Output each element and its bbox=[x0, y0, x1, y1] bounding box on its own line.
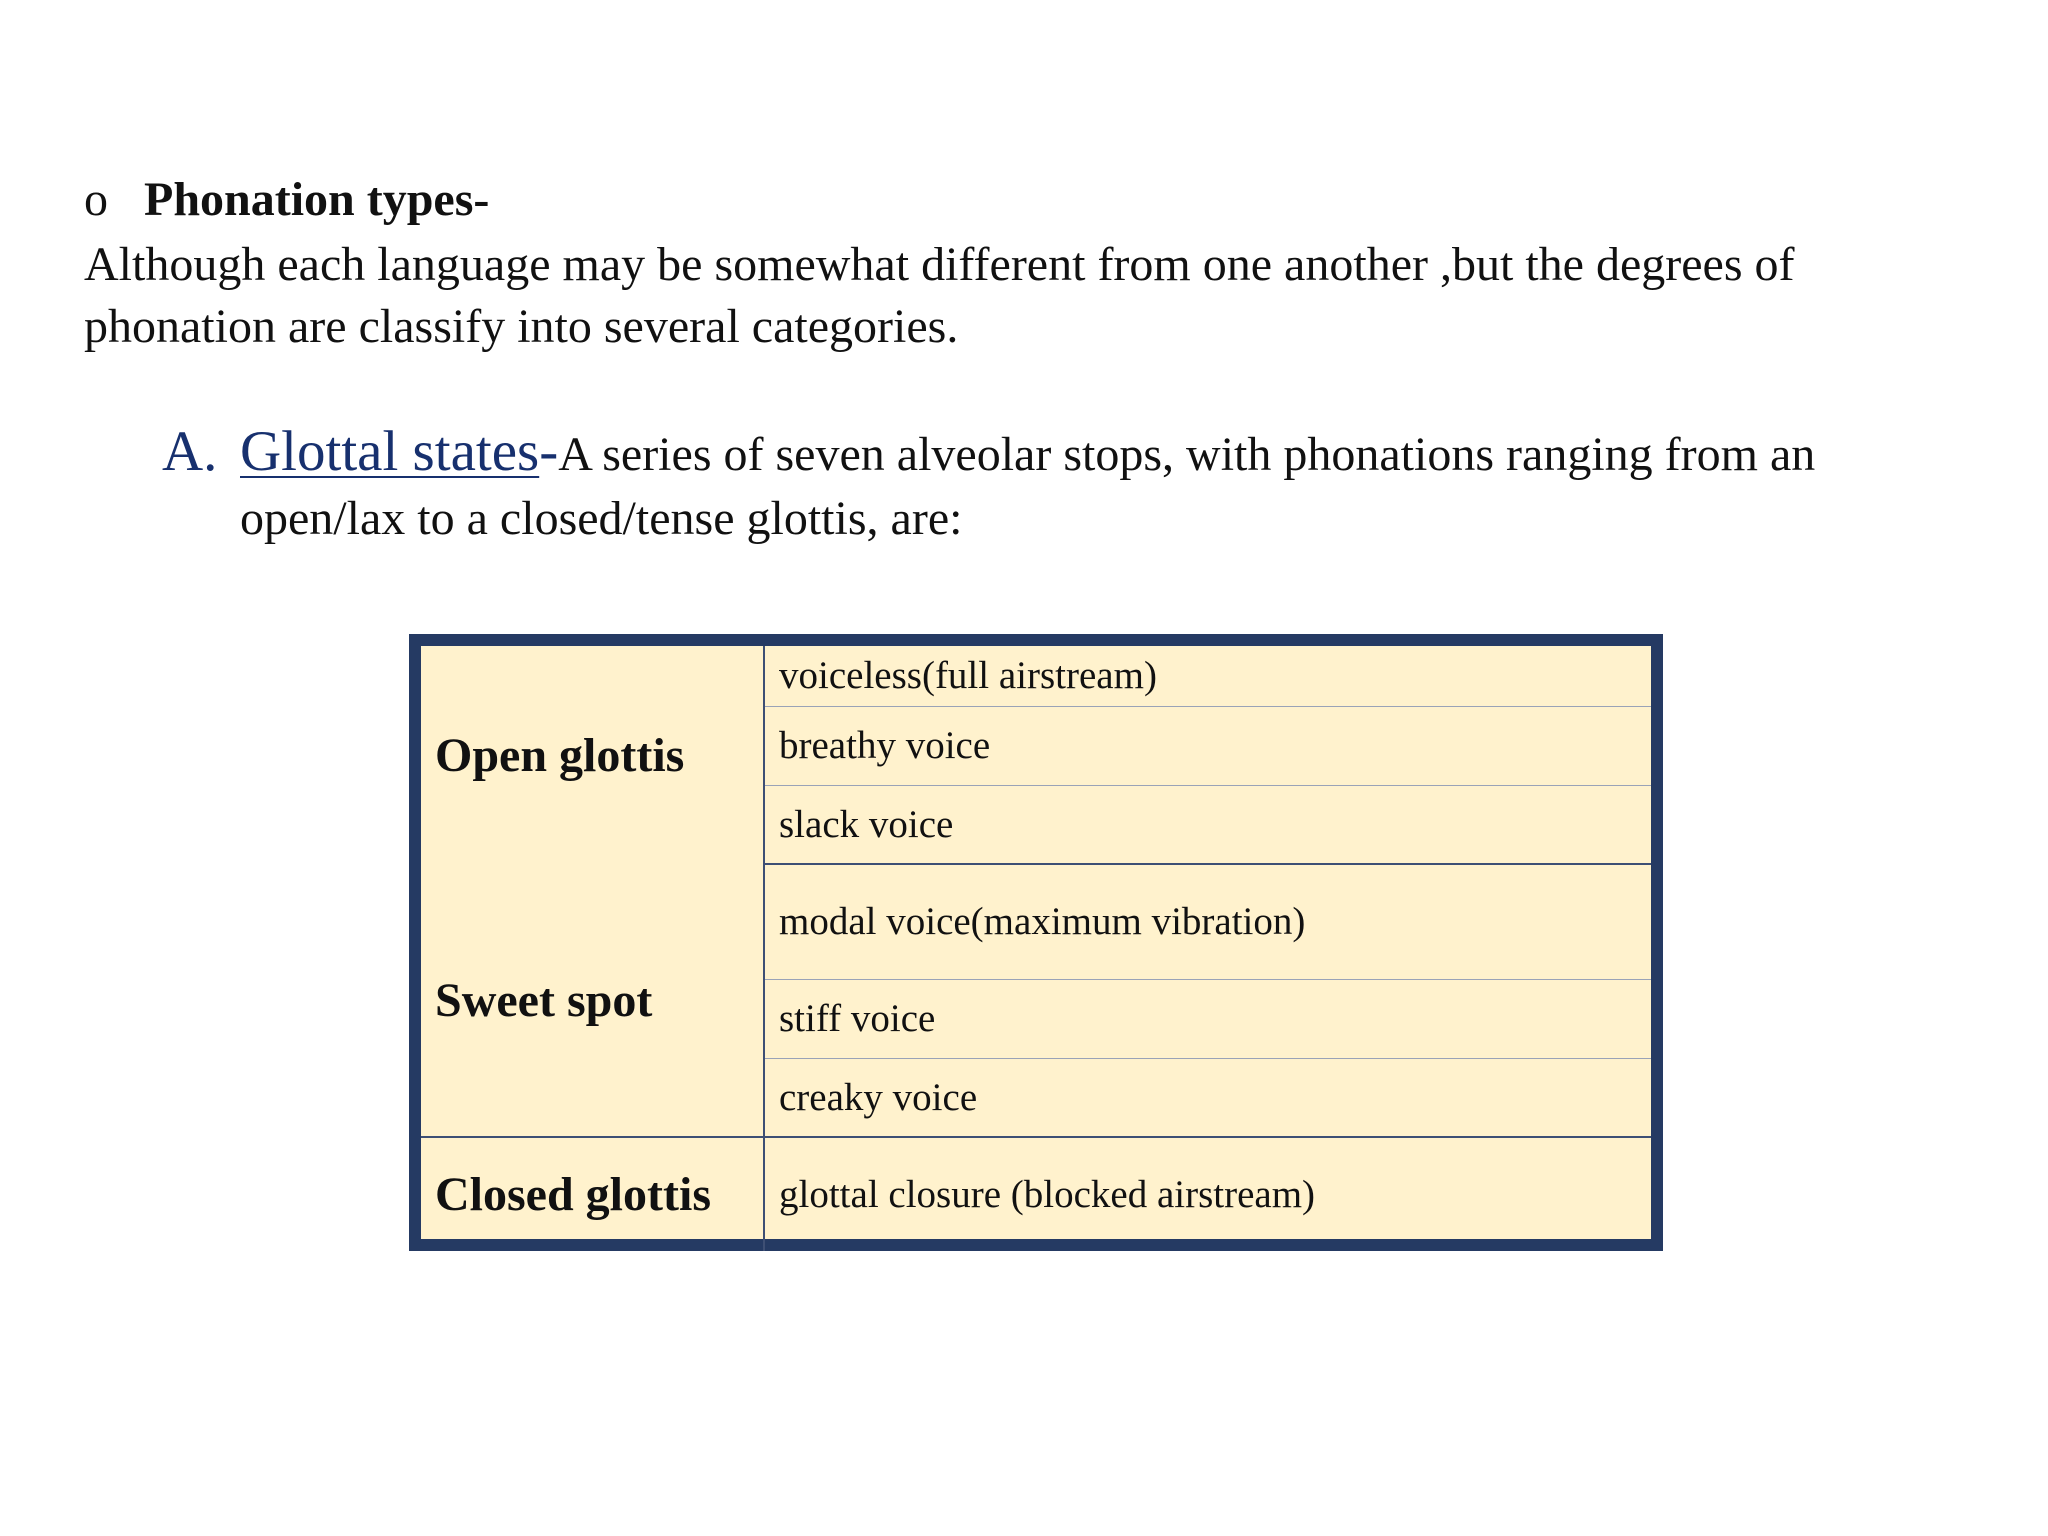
category-open-glottis: Open glottis bbox=[421, 646, 764, 864]
table-cell: voiceless(full airstream) bbox=[764, 646, 1651, 706]
section-heading bbox=[84, 172, 489, 228]
glottal-states-item bbox=[162, 420, 1962, 551]
list-marker: A. bbox=[162, 420, 218, 483]
table-cell: creaky voice bbox=[764, 1058, 1651, 1137]
phonation-table-grid bbox=[421, 646, 1651, 1251]
glottal-states-text bbox=[240, 420, 1940, 551]
intro-paragraph: Although each language may be somewhat different from one another ,but the degrees of phonation are classify into several categories. bbox=[84, 238, 1795, 353]
section-title: Phonation types- bbox=[144, 173, 490, 226]
table-cell: slack voice bbox=[764, 785, 1651, 864]
glottal-states-link[interactable]: Glottal states bbox=[240, 420, 540, 483]
table-cell: glottal closure (blocked airstream) bbox=[779, 1173, 1316, 1216]
table-cell: breathy voice bbox=[764, 706, 1651, 785]
term-dash: - bbox=[539, 420, 559, 483]
table-cell: modal voice(maximum vibration) bbox=[764, 864, 1651, 979]
bullet-icon: o bbox=[84, 173, 108, 226]
table-cell: stiff voice bbox=[764, 979, 1651, 1058]
category-sweet-spot: Sweet spot bbox=[421, 864, 764, 1137]
phonation-table bbox=[409, 634, 1663, 1251]
glottal-states-description: A series of seven alveolar stops, with phonations ranging from an open/lax to a closed/tense glottis, are: bbox=[240, 428, 1816, 545]
category-closed-glottis: Closed glottis bbox=[421, 1137, 764, 1251]
